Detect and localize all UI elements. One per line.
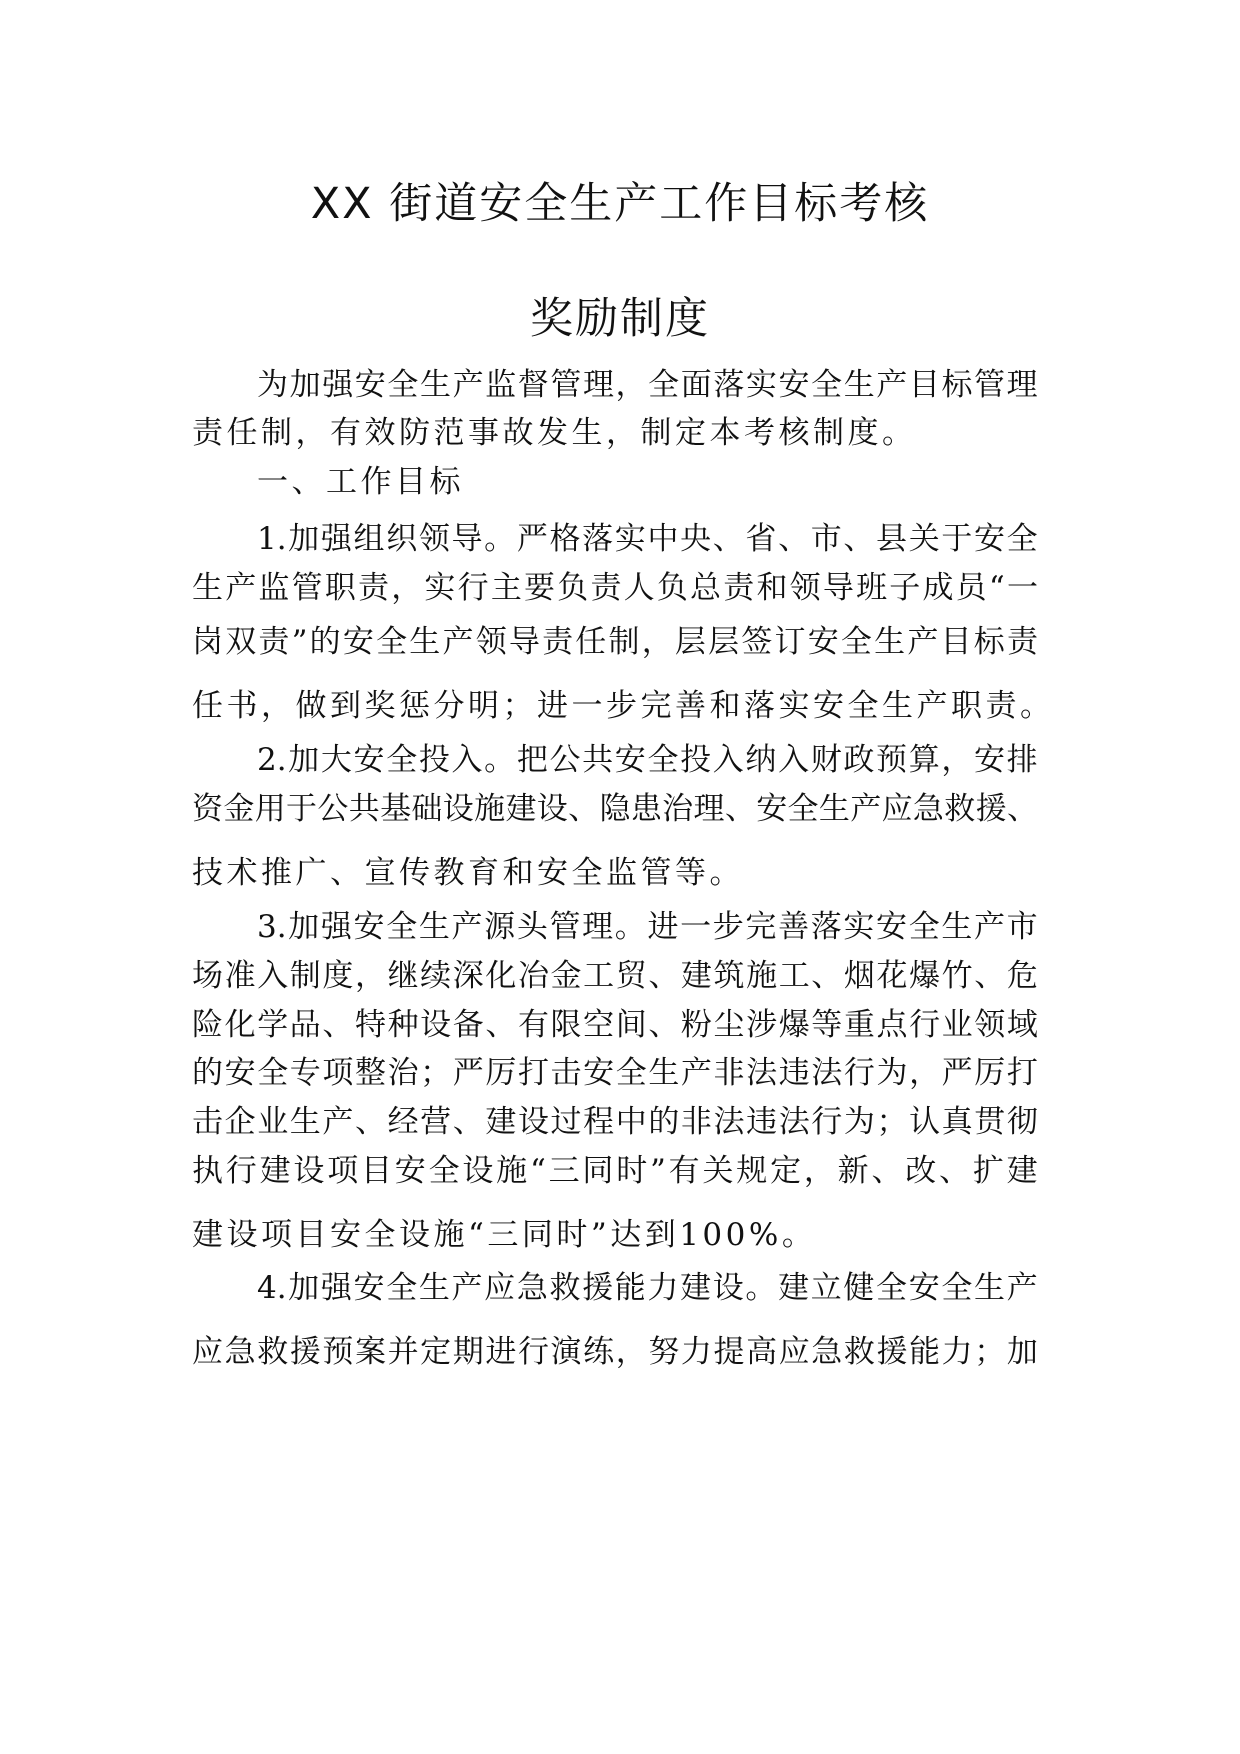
section-heading [0, 462, 1240, 502]
body-line [0, 686, 1240, 726]
document-title-line-1: XX 街道安全生产工作目标考核 [310, 179, 930, 229]
body-line-text: 险 化 学 品 、 特 种 设 备 、 有 限 空 间 、 粉 尘 涉 爆 等 重 点 行 业 领 域 [192, 1007, 1038, 1043]
body-line [0, 1005, 1240, 1045]
body-line-text: 1. 加 强 组 织 领 导 。 严 格 落 实 中 央 、 省 、 市 、 县 关 于 安 全 [257, 521, 1038, 557]
body-line-text: 任书，做到奖惩分明；进一步完善和落实安全生产职责。 [192, 688, 1055, 724]
body-line [0, 789, 1240, 829]
body-line [0, 622, 1240, 662]
body-line-text: 建设项目安全设施“三同时”达到100%。 [192, 1217, 817, 1253]
body-line-text: 为 加 强 安 全 生 产 监 督 管 理 ， 全 面 落 实 安 全 生 产 目 标 管 理 [257, 367, 1038, 403]
body-line-text: 资 金 用 于 公 共 基 础 设 施 建 设 、 隐 患 治 理 、 安 全 生 产 应 急 救 援 、 [192, 791, 1038, 827]
body-line [0, 365, 1240, 405]
section-heading-text: 一、工作目标 [257, 464, 464, 500]
body-line [0, 1332, 1240, 1372]
body-line-text: 4. 加 强 安 全 生 产 应 急 救 援 能 力 建 设 。 建 立 健 全 安 全 生 产 [257, 1270, 1038, 1306]
body-line-text: 责任制，有效防范事故发生，制定本考核制度。 [192, 415, 917, 451]
body-line-text: 3. 加 强 安 全 生 产 源 头 管 理 。 进 一 步 完 善 落 实 安 全 生 产 市 [257, 909, 1038, 945]
body-line-text: 岗 双 责 ” 的 安 全 生 产 领 导 责 任 制 ， 层 层 签 订 安 全 生 产 目 标 责 [192, 624, 1038, 660]
body-line [0, 413, 1240, 453]
body-line-text: 场 准 入 制 度 ， 继 续 深 化 冶 金 工 贸 、 建 筑 施 工 、 烟 花 爆 竹 、 危 [192, 958, 1038, 994]
document-title-line-2: 奖励制度 [530, 294, 710, 344]
body-line [0, 956, 1240, 996]
body-line [0, 907, 1240, 947]
body-line [0, 740, 1240, 780]
body-line-text: 执 行 建 设 项 目 安 全 设 施 “ 三 同 时 ” 有 关 规 定 ， 新 、 改 、 扩 建 [192, 1153, 1038, 1189]
body-line-text: 生 产 监 管 职 责 ， 实 行 主 要 负 责 人 负 总 责 和 领 导 班 子 成 员 “ 一 [192, 570, 1038, 606]
body-line [0, 853, 1240, 893]
body-line-text: 应 急 救 援 预 案 并 定 期 进 行 演 练 ， 努 力 提 高 应 急 救 援 能 力 ； 加 [192, 1334, 1038, 1370]
body-line [0, 1268, 1240, 1308]
body-line [0, 519, 1240, 559]
body-line [0, 1102, 1240, 1142]
body-line-text: 2. 加 大 安 全 投 入 。 把 公 共 安 全 投 入 纳 入 财 政 预 算 ， 安 排 [257, 742, 1038, 778]
body-line-text: 技术推广、宣传教育和安全监管等。 [192, 855, 744, 891]
body-line-text: 的 安 全 专 项 整 治 ； 严 厉 打 击 安 全 生 产 非 法 违 法 行 为 ， 严 厉 打 [192, 1055, 1038, 1091]
body-line [0, 1215, 1240, 1255]
body-line [0, 568, 1240, 608]
body-line-text: 击 企 业 生 产 、 经 营 、 建 设 过 程 中 的 非 法 违 法 行 为 ； 认 真 贯 彻 [192, 1104, 1038, 1140]
body-line [0, 1151, 1240, 1191]
body-line [0, 1053, 1240, 1093]
